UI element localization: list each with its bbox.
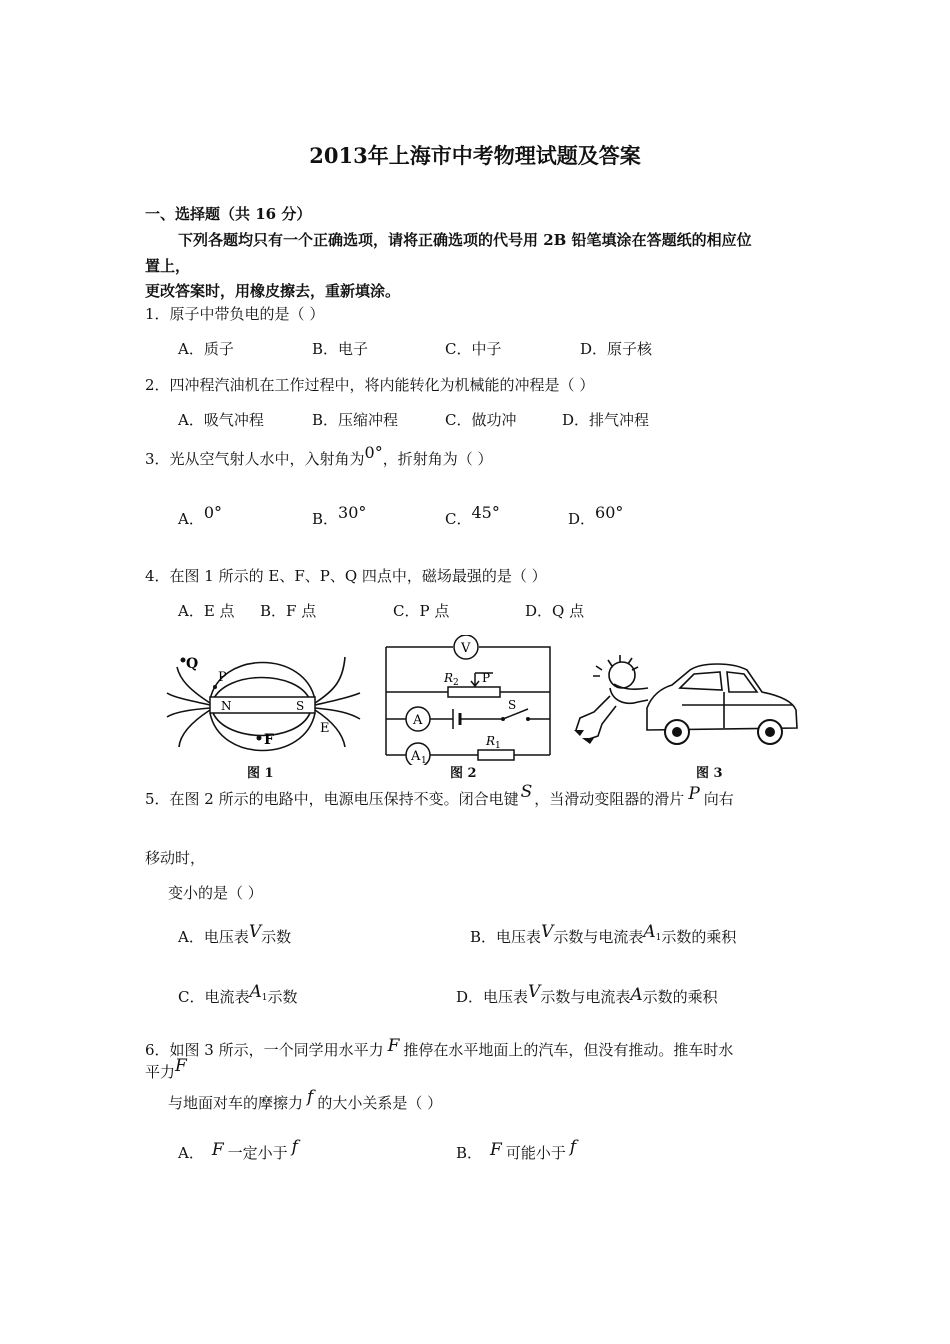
fig1-label-e: E	[320, 721, 330, 736]
question-6-text	[145, 1036, 734, 1060]
question-4-option-a[interactable]: A．E 点	[178, 602, 235, 620]
question-6-text-before: 6．如图 3 所示，一个同学用水平力	[145, 1041, 384, 1059]
option-text: 示数	[261, 928, 292, 946]
question-3-text	[145, 443, 493, 469]
question-4-option-b[interactable]: B．F 点	[260, 602, 317, 620]
fig2-label-r2: R	[444, 671, 454, 685]
symbol-a: A	[630, 985, 643, 1005]
fig1-label-f: F	[264, 732, 274, 748]
option-letter: B．	[312, 510, 339, 528]
question-5-option-a[interactable]	[178, 922, 292, 947]
figure-2-caption: 图 2	[450, 766, 477, 781]
option-value: 30°	[338, 503, 367, 522]
question-5-option-c[interactable]	[178, 982, 298, 1007]
option-text: C．电流表	[178, 988, 250, 1006]
option-text: D．电压表	[456, 988, 529, 1006]
option-text: 一定小于	[227, 1144, 288, 1162]
question-1-option-c[interactable]: C．中子	[445, 340, 502, 358]
symbol-f-force: F	[387, 1036, 400, 1056]
option-text: A．电压表	[178, 928, 249, 946]
fig2-label-a: A	[413, 713, 423, 728]
symbol-subscript: 1	[261, 993, 268, 1003]
question-6-option-a[interactable]	[178, 1137, 298, 1163]
figure-1-magnet	[165, 645, 365, 780]
option-letter: D．	[568, 510, 596, 528]
question-6-line-2-text: 平力	[145, 1063, 176, 1081]
option-text: 示数与电流表	[540, 988, 631, 1006]
question-3-option-b[interactable]	[312, 503, 367, 529]
option-letter: A．	[178, 510, 204, 528]
symbol-f-force: F	[490, 1140, 502, 1160]
question-6-option-b[interactable]	[456, 1137, 577, 1163]
instruction-line-1: 下列各题均只有一个正确选项，请将正确选项的代号用 2B 铅笔填涂在答题纸的相应位	[178, 231, 752, 249]
option-letter: C．	[445, 510, 472, 528]
section-heading: 一、选择题（共 16 分）	[145, 205, 312, 223]
symbol-f-friction: f	[569, 1137, 577, 1157]
option-value: 60°	[595, 503, 624, 522]
question-1-option-d[interactable]: D．原子核	[580, 340, 653, 358]
option-value: 0°	[203, 503, 223, 522]
instruction-line-2: 置上，	[145, 257, 191, 275]
fig2-label-a1: A	[411, 749, 421, 764]
fig2-label-r2-sub: 2	[453, 678, 459, 688]
fig2-label-p: P	[482, 671, 491, 685]
question-2-text: 2．四冲程汽油机在工作过程中，将内能转化为机械能的冲程是（ ）	[145, 376, 595, 394]
symbol-a: A	[249, 982, 262, 1002]
fig2-label-s: S	[508, 698, 517, 712]
symbol-f-force: F	[175, 1056, 187, 1076]
figure-3-caption: 图 3	[696, 766, 723, 781]
symbol-p: P	[688, 784, 700, 804]
question-6-line-3-text-after: 的大小关系是（ ）	[317, 1094, 443, 1112]
question-3-option-d[interactable]	[568, 503, 624, 529]
question-4-option-c[interactable]: C．P 点	[393, 602, 450, 620]
question-2-option-b[interactable]: B．压缩冲程	[312, 411, 399, 429]
symbol-f-friction: f	[307, 1087, 314, 1107]
symbol-subscript: 1	[655, 933, 662, 943]
fig1-label-q: Q	[186, 656, 199, 672]
option-text: B．	[456, 1144, 483, 1162]
page-title: 2013年上海市中考物理试题及答案	[309, 143, 641, 168]
question-4-text: 4．在图 1 所示的 E、F、P、Q 四点中，磁场最强的是（ ）	[145, 567, 547, 585]
symbol-v: V	[248, 922, 262, 942]
question-5-line-3: 变小的是（ ）	[168, 884, 263, 902]
option-value: 45°	[471, 503, 500, 522]
option-text: B．电压表	[470, 928, 542, 946]
question-2-option-d[interactable]: D．排气冲程	[562, 411, 650, 429]
question-1-text: 1．原子中带负电的是（ ）	[145, 305, 325, 323]
question-5-text-after: 向右	[703, 790, 734, 808]
question-6-text-after: 推停在水平地面上的汽车，但没有推动。推车时水	[403, 1041, 734, 1059]
question-3-text-after: ，折射角为（ ）	[382, 450, 493, 468]
symbol-s: S	[520, 782, 533, 802]
fig2-label-a1-sub: 1	[421, 756, 427, 765]
question-2-option-a[interactable]: A．吸气冲程	[178, 411, 264, 429]
instruction-line-3: 更改答案时，用橡皮擦去，重新填涂。	[145, 282, 401, 300]
question-3-angle: 0°	[364, 443, 383, 462]
fig2-label-v: V	[461, 641, 471, 656]
figure-1-caption: 图 1	[247, 766, 274, 781]
fig2-label-r1-sub: 1	[495, 741, 501, 751]
question-5-option-d[interactable]	[456, 982, 718, 1007]
question-1-option-a[interactable]: A．质子	[178, 340, 234, 358]
question-3-option-c[interactable]	[445, 503, 500, 529]
question-6-line-2	[145, 1056, 187, 1082]
question-4-option-d[interactable]: D．Q 点	[525, 602, 585, 620]
symbol-f-friction: f	[291, 1137, 298, 1157]
question-3-option-a[interactable]	[178, 503, 223, 529]
symbol-a: A	[643, 922, 656, 942]
figure-2-circuit	[378, 635, 558, 765]
option-text: 示数	[267, 988, 298, 1006]
question-5-text-before: 5．在图 2 所示的电路中，电源电压保持不变。闭合电键	[145, 790, 519, 808]
option-text: 示数的乘积	[642, 988, 718, 1006]
question-5-text-mid: ，当滑动变阻器的滑片	[534, 790, 685, 808]
fig1-label-s: S	[296, 699, 305, 713]
symbol-v: V	[541, 922, 554, 942]
question-6-line-3-text: 与地面对车的摩擦力	[168, 1094, 304, 1112]
question-1-option-b[interactable]: B．电子	[312, 340, 369, 358]
question-5-option-b[interactable]	[470, 922, 737, 947]
option-text: 示数的乘积	[661, 928, 737, 946]
fig1-label-p: P	[218, 670, 227, 685]
fig1-label-n: N	[221, 699, 232, 713]
symbol-v: V	[528, 982, 541, 1002]
question-2-option-c[interactable]: C．做功冲	[445, 411, 517, 429]
option-text: 可能小于	[505, 1144, 566, 1162]
fig2-label-r1: R	[486, 734, 496, 748]
question-3-text-before: 3．光从空气射人水中，入射角为	[145, 450, 365, 468]
question-5-text	[145, 782, 734, 809]
option-text: 示数与电流表	[553, 928, 644, 946]
option-text: A．	[178, 1144, 204, 1162]
question-5-line-2: 移动时，	[145, 849, 206, 867]
figure-3-car-push	[572, 650, 802, 755]
symbol-f-force: F	[211, 1140, 224, 1160]
question-6-line-3	[168, 1087, 443, 1113]
